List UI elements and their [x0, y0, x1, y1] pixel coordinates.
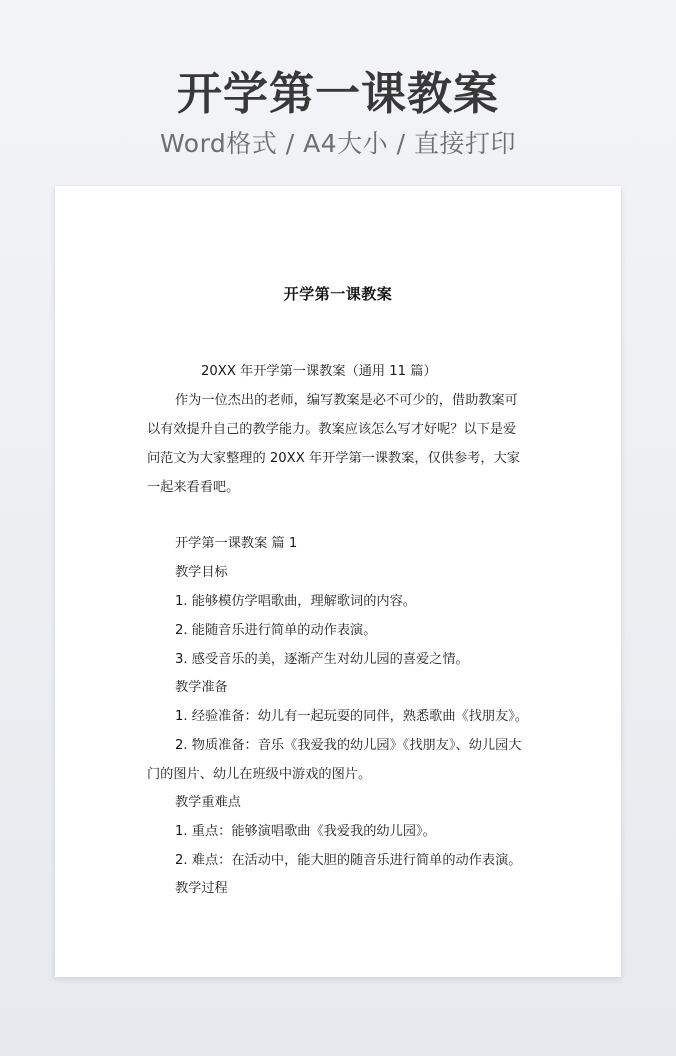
paragraph-line: 问范文为大家整理的 20XX 年开学第一课教案，仅供参考，大家 [147, 451, 520, 466]
document-page [55, 186, 621, 977]
page-title: 开学第一课教案 [176, 67, 499, 120]
list-item: 2. 难点：在活动中，能大胆的随音乐进行简单的动作表演。 [175, 853, 522, 868]
paragraph-line: 以有效提升自己的教学能力。教案应该怎么写才好呢？以下是爱 [147, 422, 517, 437]
subsection-heading: 教学目标 [175, 565, 228, 580]
list-item: 2. 物质准备：音乐《我爱我的幼儿园》《找朋友》、幼儿园大 [175, 738, 522, 753]
document-subtitle-line: 20XX 年开学第一课教案（通用 11 篇） [201, 364, 437, 379]
list-item: 2. 能随音乐进行简单的动作表演。 [175, 623, 377, 638]
list-item: 1. 重点：能够演唱歌曲《我爱我的幼儿园》。 [175, 824, 436, 839]
list-item-continuation: 门的图片、幼儿在班级中游戏的图片。 [147, 767, 372, 782]
list-item: 1. 能够模仿学唱歌曲，理解歌词的内容。 [175, 594, 416, 609]
page-header [0, 62, 676, 162]
list-item: 1. 经验准备：幼儿有一起玩耍的同伴，熟悉歌曲《找朋友》。 [175, 709, 529, 724]
section-heading: 开学第一课教案 篇 1 [175, 536, 298, 551]
paragraph-line: 作为一位杰出的老师，编写教案是必不可少的，借助教案可 [175, 393, 518, 408]
subsection-heading: 教学准备 [175, 680, 228, 695]
subsection-heading: 教学重难点 [175, 795, 241, 810]
paragraph-line: 一起来看看吧。 [147, 480, 240, 495]
list-item: 3. 感受音乐的美，逐渐产生对幼儿园的喜爱之情。 [175, 652, 469, 667]
subsection-heading: 教学过程 [175, 881, 228, 896]
document-title: 开学第一课教案 [283, 285, 393, 303]
page-subtitle: Word格式 / A4大小 / 直接打印 [160, 129, 516, 158]
